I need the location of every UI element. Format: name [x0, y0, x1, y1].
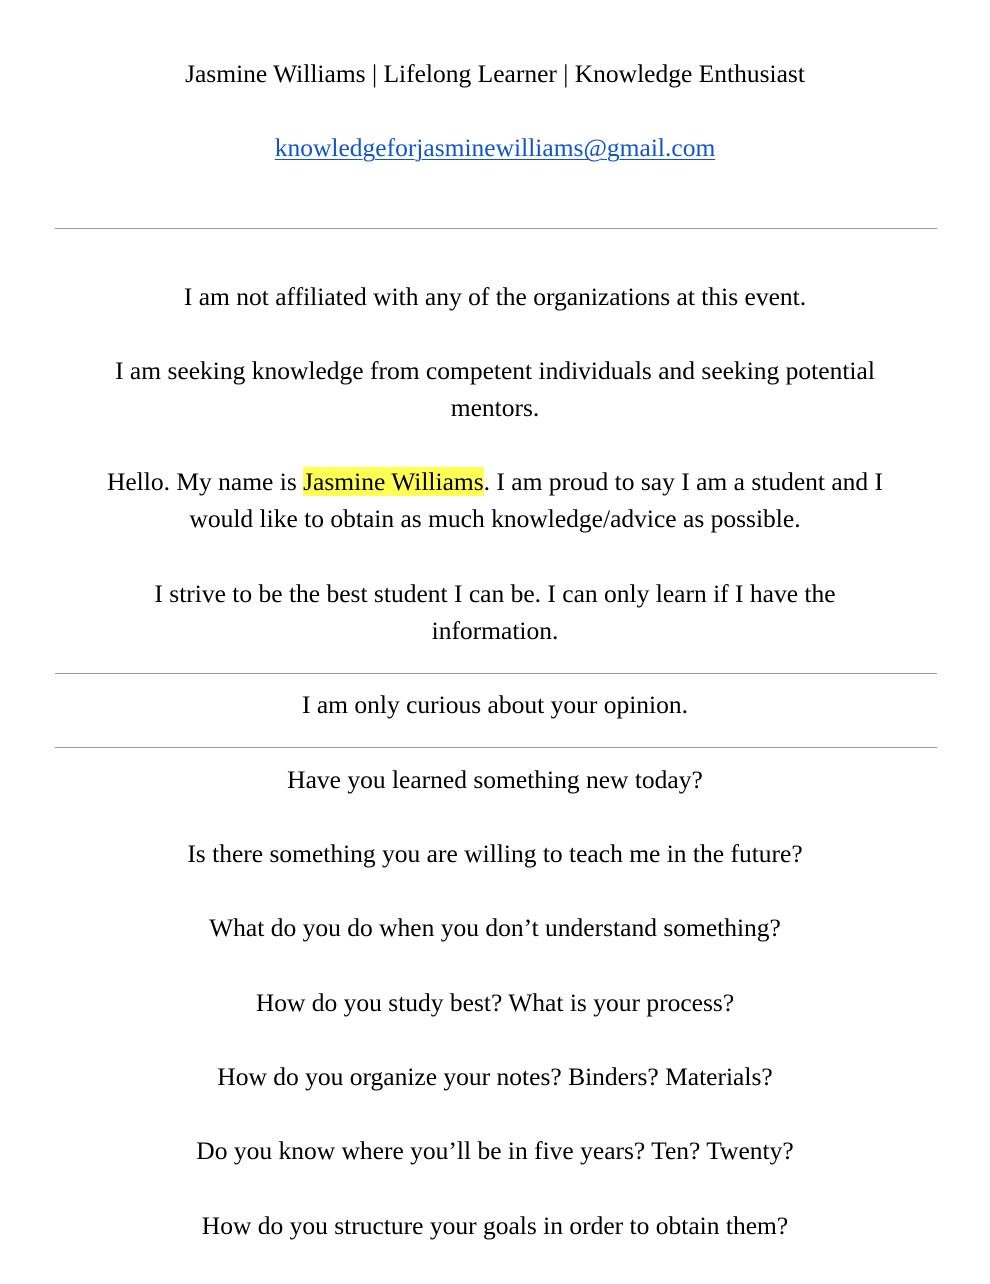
email-line: [0, 129, 990, 166]
intro-paragraph-4-line-1: I strive to be the best student I can be. I can only learn if I have the: [154, 579, 836, 608]
intro-paragraph-2-line-2: mentors.: [450, 393, 540, 422]
question-item: Is there something you are willing to teach me in the future?: [187, 839, 803, 868]
greeting-text: Hello. My name is: [106, 467, 304, 496]
question-item: Have you learned something new today?: [287, 765, 703, 794]
intro-paragraph-3-line-2: would like to obtain as much knowledge/advice as possible.: [189, 504, 801, 533]
intro-paragraph-1: I am not affiliated with any of the organizations at this event.: [183, 282, 807, 311]
email-link[interactable]: knowledgeforjasminewilliams@gmail.com: [274, 133, 716, 162]
greeting-continuation: . I am proud to say I am a student and I: [483, 467, 884, 496]
question-item: How do you organize your notes? Binders? Materials?: [217, 1062, 773, 1091]
question-item: How do you study best? What is your process?: [255, 988, 735, 1017]
intro-paragraph-4-line-2: information.: [431, 616, 559, 645]
question-item: How do you structure your goals in order to obtain them?: [201, 1211, 789, 1240]
intro-paragraph-2-line-1: I am seeking knowledge from competent individuals and seeking potential: [115, 356, 875, 385]
intro-paragraph-3-line-1: [0, 463, 990, 500]
callout-text: I am only curious about your opinion.: [302, 690, 688, 719]
header-title: Jasmine Williams | Lifelong Learner | Knowledge Enthusiast: [185, 59, 805, 88]
divider-callout-top: [55, 673, 937, 674]
question-item: Do you know where you’ll be in five years? Ten? Twenty?: [196, 1136, 794, 1165]
divider-top: [55, 228, 937, 229]
highlighted-name: Jasmine Williams: [303, 467, 484, 496]
question-item: What do you do when you don’t understand something?: [209, 913, 781, 942]
divider-callout-bottom: [55, 747, 937, 748]
